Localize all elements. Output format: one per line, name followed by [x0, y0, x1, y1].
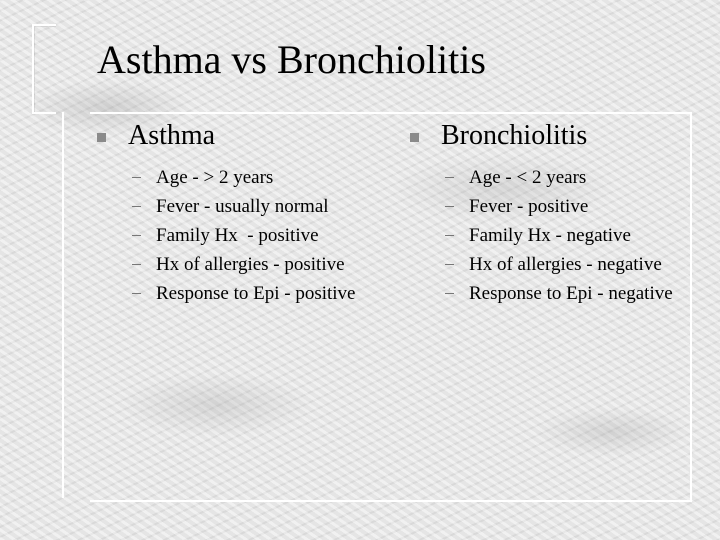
list-item-text: Hx of allergies - negative: [469, 254, 662, 275]
dash-bullet-icon: [445, 293, 454, 294]
square-bullet-icon: [410, 133, 419, 142]
dash-bullet-icon: [132, 206, 141, 207]
dash-bullet-icon: [132, 264, 141, 265]
list-item-text: Response to Epi - positive: [156, 283, 356, 304]
column-heading-label: Asthma: [128, 120, 216, 151]
list-item-text: Age - < 2 years: [469, 167, 587, 188]
list-item: [97, 250, 355, 279]
square-bullet-icon: [97, 133, 106, 142]
list-item: [410, 163, 673, 192]
list-item-text: Hx of allergies - positive: [156, 254, 345, 275]
bronchiolitis-column: [410, 118, 673, 308]
list-item-text: Family Hx - negative: [469, 225, 631, 246]
bronchiolitis-list: [410, 163, 673, 308]
dash-bullet-icon: [445, 264, 454, 265]
list-item-text: Age - > 2 years: [156, 167, 274, 188]
list-item-text: Fever - positive: [469, 196, 589, 217]
list-item: [97, 279, 355, 308]
dash-bullet-icon: [445, 177, 454, 178]
dash-bullet-icon: [445, 206, 454, 207]
decorative-frame-left-line: [62, 112, 64, 498]
list-item-text: Response to Epi - negative: [469, 283, 673, 304]
list-item: [410, 279, 673, 308]
list-item-text: Fever - usually normal: [156, 196, 329, 217]
decorative-frame-bracket: [32, 24, 56, 114]
list-item: [97, 221, 355, 250]
dash-bullet-icon: [132, 177, 141, 178]
dash-bullet-icon: [445, 235, 454, 236]
slide-title: Asthma vs Bronchiolitis: [97, 37, 486, 82]
asthma-list: [97, 163, 355, 308]
column-heading-bronchiolitis: [410, 118, 673, 154]
list-item: [97, 192, 355, 221]
list-item: [410, 250, 673, 279]
dash-bullet-icon: [132, 235, 141, 236]
list-item: [410, 192, 673, 221]
column-heading-label: Bronchiolitis: [441, 120, 588, 151]
list-item-text: Family Hx - positive: [156, 225, 319, 246]
column-heading-asthma: [97, 118, 355, 154]
asthma-column: [97, 118, 355, 308]
list-item: [97, 163, 355, 192]
list-item: [410, 221, 673, 250]
dash-bullet-icon: [132, 293, 141, 294]
